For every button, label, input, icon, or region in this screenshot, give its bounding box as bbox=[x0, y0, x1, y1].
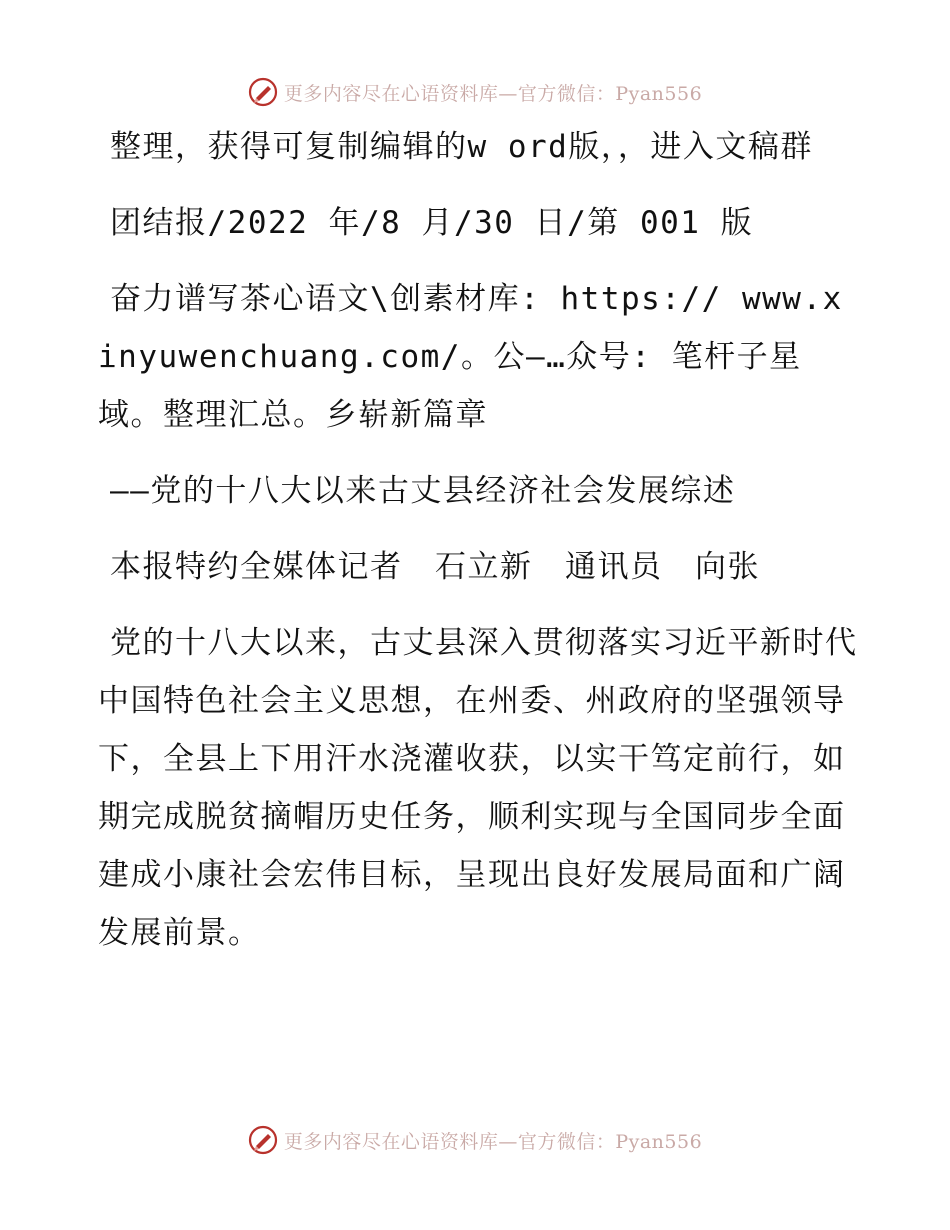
header-banner-text: 更多内容尽在心语资料库—官方微信：Pyan556 bbox=[283, 82, 703, 105]
footer-banner-text: 更多内容尽在心语资料库—官方微信：Pyan556 bbox=[283, 1130, 703, 1153]
paragraph-intro: 整理，获得可复制编辑的w ord版，，进入文稿群 bbox=[110, 129, 813, 165]
paragraph-library-note: 奋力谱写茶心语文\创素材库: https:// www.xinyuwenchuang.com/。公—…众号: 笔杆子星域。整理汇总。乡崭新篇章 bbox=[98, 281, 843, 433]
paragraph-source: 团结报/2022 年/8 月/30 日/第 001 版 bbox=[110, 205, 754, 241]
document-body bbox=[98, 118, 858, 980]
pen-logo-icon bbox=[248, 1125, 278, 1155]
pen-logo-icon bbox=[248, 77, 278, 107]
header-banner bbox=[0, 72, 950, 112]
article-byline: 本报特约全媒体记者 石立新 通讯员 向张 bbox=[110, 549, 760, 585]
article-paragraph: 党的十八大以来，古丈县深入贯彻落实习近平新时代中国特色社会主义思想，在州委、州政府的坚强领导下，全县上下用汗水浇灌收获，以实干笃定前行，如期完成脱贫摘帽历史任务，顺利实现与全国同步全面建成小康社会宏伟目标，呈现出良好发展局面和广阔发展前景。 bbox=[98, 625, 858, 951]
footer-banner bbox=[0, 1120, 950, 1160]
article-subtitle: ——党的十八大以来古丈县经济社会发展综述 bbox=[110, 473, 736, 509]
